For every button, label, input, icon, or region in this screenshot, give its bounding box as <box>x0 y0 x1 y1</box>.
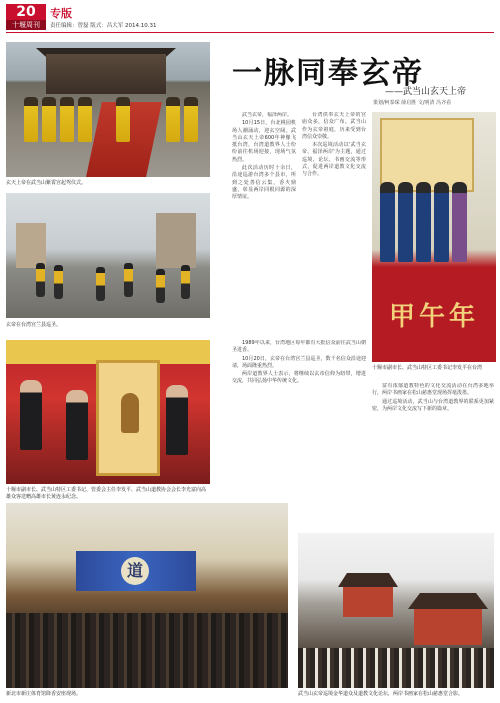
paragraph: 通过巡境活动，武当山与台湾道教界的联系更加紧密，为两岸文化交流写下新的篇章。 <box>372 398 494 412</box>
person <box>20 380 42 450</box>
photo-temple-ceremony <box>6 42 210 177</box>
deity-painting <box>96 360 160 476</box>
paragraph: 10月20日，玄帝在台湾宫兰县巡圣，数千名信众沿途迎请，场面隆重热烈。 <box>232 355 366 369</box>
building <box>16 223 46 268</box>
priest-figure <box>398 182 413 262</box>
header-rule <box>6 32 494 33</box>
red-banner: 甲午年 <box>372 272 496 362</box>
parade-figure <box>54 265 63 299</box>
paragraph: 两岸道教界人士表示，将继续以玄帝信仰为纽带，增进交流，共同弘扬中华传统文化。 <box>232 371 366 385</box>
parade-figure <box>156 269 165 303</box>
person <box>66 390 88 460</box>
column-label: 专版 <box>50 7 72 20</box>
person <box>166 385 188 455</box>
parade-figure <box>124 263 133 297</box>
photo-temple-group <box>298 533 494 688</box>
temple-roof <box>338 573 398 587</box>
temple-roof <box>408 593 488 609</box>
paragraph: 本次巡境活动以'武当玄帝，福泽两岸'为主题，通过巡境、论坛、书画交流等形式，促进两岸道教文化交流与合作。 <box>302 142 366 178</box>
paragraph: 10月15日，台北桃园机场人潮涌动，迎玄空阔。武当山玄天上帝600年神像飞抵台湾，台湾道教界人士纷纷前往机场迎接，现场气氛热烈。 <box>232 120 296 163</box>
robed-figure <box>116 97 130 142</box>
paragraph: 1989年以来，台湾地区每年都有大批信众前往武当山朝圣进香。 <box>232 340 366 354</box>
crowd <box>6 613 288 688</box>
robed-figure <box>78 97 92 142</box>
paragraph: 富有浓郁道教特色的文化交流活动在台湾多地举行，两岸书画家在松山慈惠堂现场挥毫泼墨。 <box>372 383 494 397</box>
byline: 策划/柯泰琛 薛启胜 文/明清 冯齐看 <box>373 100 452 106</box>
paragraph: 武当玄帝，福泽两岸。 <box>242 112 293 118</box>
temple-wall <box>343 587 393 617</box>
parade-figure <box>96 267 105 301</box>
dao-emblem: 道 <box>121 557 149 585</box>
group-of-people <box>298 648 494 688</box>
priest-figure <box>434 182 449 262</box>
robed-figure <box>24 97 38 142</box>
robed-figure <box>166 97 180 142</box>
body-column-3 <box>232 340 366 520</box>
editor-line: 责任编辑：曾磊 版式：昌大军 2014.10.31 <box>50 23 157 29</box>
robed-figure <box>42 97 56 142</box>
page-number-block <box>6 4 46 30</box>
photo-stadium-gathering <box>6 503 288 688</box>
caption-photo4: 新北市新庄体育馆降香安座现场。 <box>6 691 82 697</box>
photo-painting-presentation <box>6 340 210 484</box>
paragraph: 台湾供奉玄天上帝的宫庙众多，信众广布。武当山作为玄帝祖庭，历来受到台湾信众崇敬。 <box>302 112 366 140</box>
paragraph: 此次活动历时十余日，沿途巡游台湾多个县市，所到之处善信云集，香火鼎盛，彰显两岸同根同源的深厚情谊。 <box>232 165 296 201</box>
priest-figure <box>452 182 467 262</box>
page-number: 20 <box>16 4 36 20</box>
calligraphy-scroll <box>380 118 474 192</box>
deity-figure <box>121 393 139 433</box>
body-column-4 <box>372 383 494 528</box>
priest-figure <box>380 182 395 262</box>
photo-parade <box>6 193 210 318</box>
caption-photo3: 十堰市副市长、武当山特区工委书记、管委会主任李发平、武当山道教协会会长李光富向高雄众客送赠高雄市长黄连永纪念。 <box>6 487 207 500</box>
temple-hall <box>46 54 166 94</box>
headline: 一脉同奉玄帝 <box>232 56 424 91</box>
robed-figure <box>184 97 198 142</box>
caption-photo5: 十堰市副市长、武当山特区工委书记李发平在台湾 <box>372 365 483 371</box>
caption-photo6: 武当山玄帝巡境金华道众及道教文化论坛，两岸书画家在松山慈惠堂合影。 <box>298 691 464 697</box>
temple-wall <box>414 609 482 645</box>
parade-figure <box>36 263 45 297</box>
priest-figure <box>416 182 431 262</box>
photo-priests-ceremony <box>372 112 496 362</box>
parade-figure <box>181 265 190 299</box>
building <box>156 213 196 268</box>
caption-photo2: 玄帝在台湾宫兰县巡圣。 <box>6 322 62 328</box>
caption-photo1: 玄天上帝在武当山紫霄宫起驾仪式。 <box>6 180 87 186</box>
section-name: 十堰周刊 <box>6 20 46 30</box>
robed-figure <box>60 97 74 142</box>
subheadline: ——武当山玄天上帝 <box>385 87 467 97</box>
